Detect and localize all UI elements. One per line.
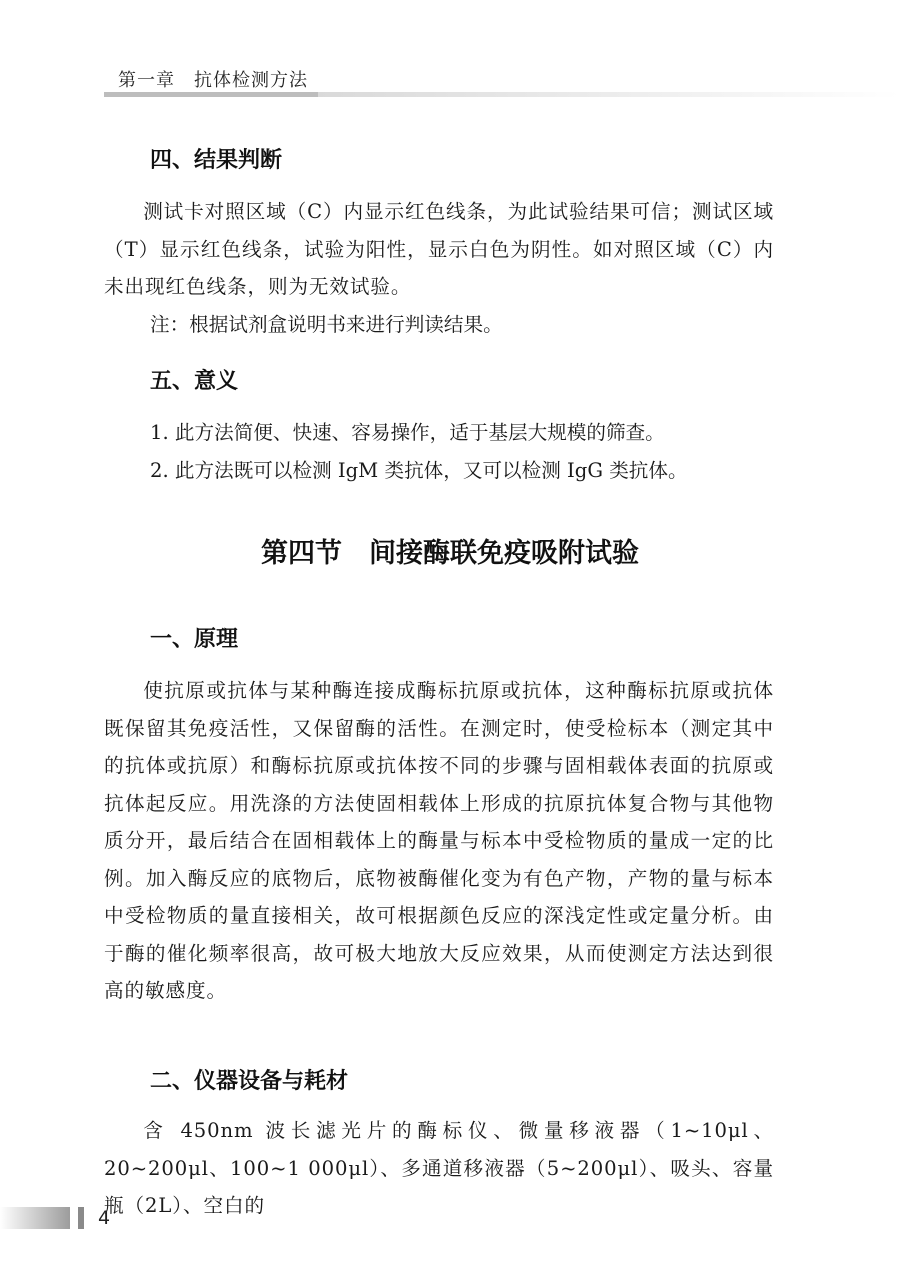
- header-rule: [104, 92, 318, 97]
- paragraph-result: 测试卡对照区域（C）内显示红色线条，为此试验结果可信；测试区域（T）显示红色线条，试验为阳性，显示白色为阴性。如对照区域（C）内未出现红色线条，则为无效试验。: [104, 200, 774, 298]
- footer-marker: [78, 1207, 84, 1229]
- paragraph-equipment: 含 450nm 波长滤光片的酶标仪、微量移液器（1~10μl、20~200μl、100~1 000μl）、多通道移液器（5~200μl）、吸头、容量瓶（2L）、空白的: [104, 1119, 774, 1217]
- meaning-item-2: 2. 此方法既可以检测 IgM 类抗体，又可以检测 IgG 类抗体。: [150, 459, 688, 482]
- section-title: 第四节 间接酶联免疫吸附试验: [261, 538, 639, 569]
- heading-result: 四、结果判断: [150, 148, 283, 173]
- heading-principle: 一、原理: [150, 627, 239, 652]
- header-rule-fade: [318, 92, 900, 97]
- note-result: 注：根据试剂盒说明书来进行判读结果。: [150, 313, 503, 336]
- page-number: 4: [98, 1207, 111, 1229]
- paragraph-principle: 使抗原或抗体与某种酶连接成酶标抗原或抗体，这种酶标抗原或抗体既保留其免疫活性，又保留酶的活性。在测定时，使受检标本（测定其中的抗体或抗原）和酶标抗原或抗体按不同的步骤与固相载体表面的抗原或抗体起反应。用洗涤的方法使固相载体上形成的抗原抗体复合物与其他物质分开，最后结合在固相载体上的酶量与标本中受检物质的量成一定的比例。加入酶反应的底物后，底物被酶催化变为有色产物，产物的量与标本中受检物质的量直接相关，故可根据颜色反应的深浅定性或定量分析。由于酶的催化频率很高，故可极大地放大反应效果，从而使测定方法达到很高的敏感度。: [104, 679, 774, 1002]
- heading-equipment: 二、仪器设备与耗材: [150, 1069, 349, 1094]
- footer-bar: [0, 1207, 70, 1229]
- heading-meaning: 五、意义: [150, 369, 239, 394]
- chapter-header: 第一章 抗体检测方法: [118, 70, 308, 91]
- meaning-item-1: 1. 此方法简便、快速、容易操作，适于基层大规模的筛查。: [150, 421, 665, 444]
